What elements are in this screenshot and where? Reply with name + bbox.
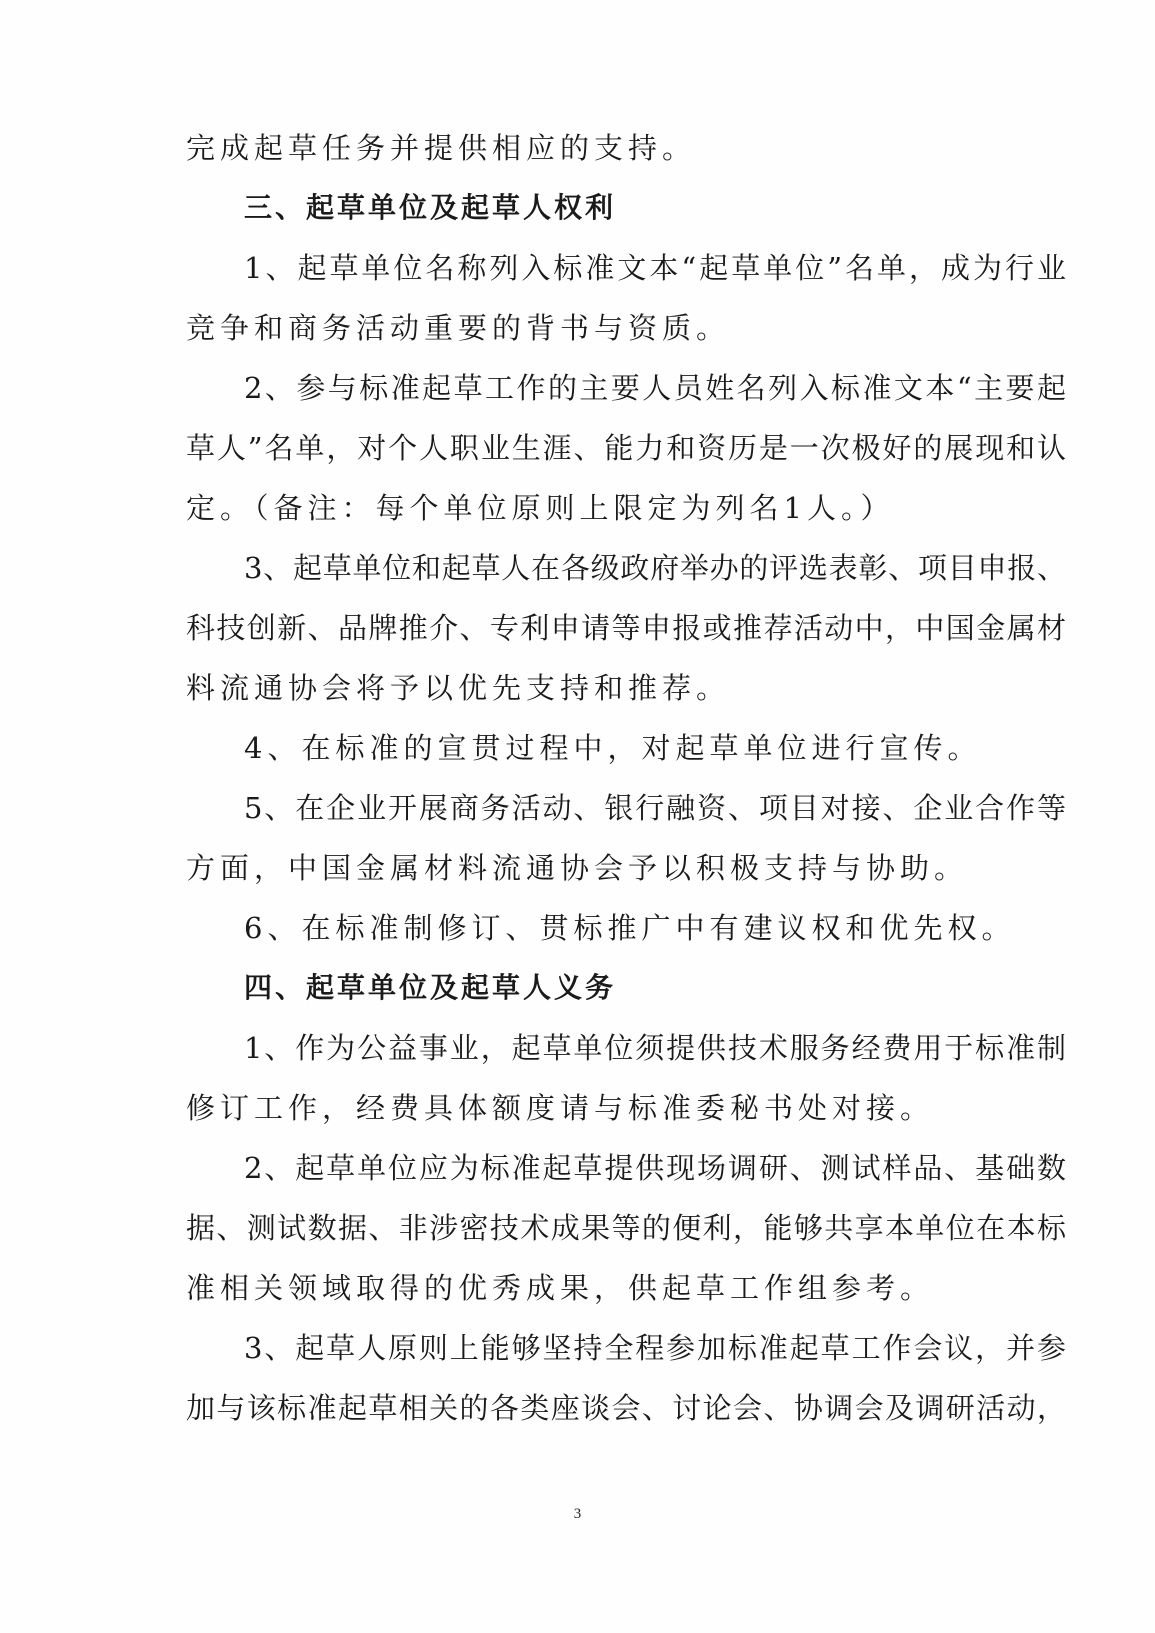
section-heading: 三、起草单位及起草人权利 (244, 191, 617, 224)
text-line: 4、在标准的宣贯过程中，对起草单位进行宣传。 (244, 731, 982, 765)
text-line: 3、起草人原则上能够坚持全程参加标准起草工作会议，并参 (244, 1331, 1066, 1365)
text-line: 定。（备注：每个单位原则上限定为列名1人。） (186, 491, 895, 525)
text-line: 科技创新、品牌推介、专利申请等申报或推荐活动中，中国金属材 (186, 611, 1066, 645)
text-line: 加与该标准起草相关的各类座谈会、讨论会、协调会及调研活动， (186, 1391, 1066, 1425)
text-line: 据、测试数据、非涉密技术成果等的便利，能够共享本单位在本标 (186, 1211, 1066, 1245)
text-line: 完成起草任务并提供相应的支持。 (186, 131, 697, 165)
text-line: 2、起草单位应为标准起草提供现场调研、测试样品、基础数 (244, 1151, 1066, 1185)
text-line: 竞争和商务活动重要的背书与资质。 (186, 311, 731, 345)
text-line: 2、参与标准起草工作的主要人员姓名列入标准文本“主要起 (244, 371, 1066, 405)
page-number: 3 (573, 1506, 582, 1522)
text-line: 草人”名单，对个人职业生涯、能力和资历是一次极好的展现和认 (186, 431, 1066, 465)
text-line: 3、起草单位和起草人在各级政府举办的评选表彰、项目申报、 (244, 551, 1066, 585)
text-line: 1、起草单位名称列入标准文本“起草单位”名单，成为行业 (244, 251, 1066, 285)
text-line: 6、在标准制修订、贯标推广中有建议权和优先权。 (244, 911, 1016, 945)
text-line: 5、在企业开展商务活动、银行融资、项目对接、企业合作等 (244, 791, 1066, 825)
text-line: 1、作为公益事业，起草单位须提供技术服务经费用于标准制 (244, 1031, 1066, 1065)
text-line: 方面，中国金属材料流通协会予以积极支持与协助。 (186, 851, 969, 885)
text-line: 修订工作，经费具体额度请与标准委秘书处对接。 (186, 1091, 935, 1125)
section-heading: 四、起草单位及起草人义务 (244, 971, 617, 1004)
document-body (186, 118, 1066, 1438)
text-line: 料流通协会将予以优先支持和推荐。 (186, 671, 731, 705)
text-line: 准相关领域取得的优秀成果，供起草工作组参考。 (186, 1271, 935, 1305)
